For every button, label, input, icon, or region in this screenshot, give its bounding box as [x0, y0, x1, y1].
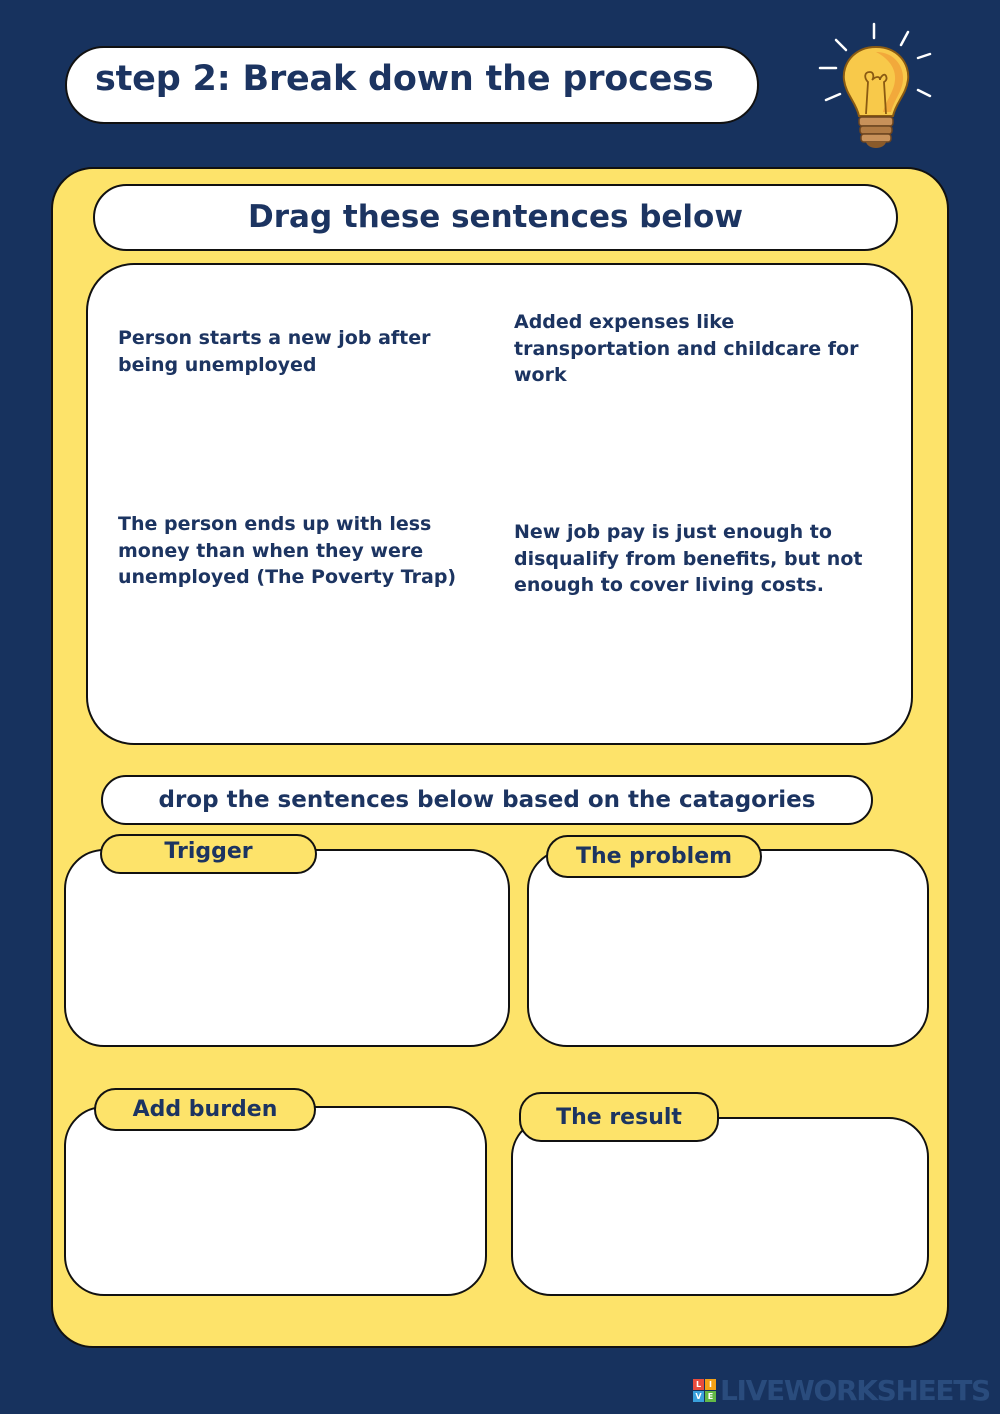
draggable-sentence[interactable]: The person ends up with less money than when they were unemployed (The Poverty Trap) [118, 513, 457, 588]
draggable-sentence[interactable]: Person starts a new job after being unemployed [118, 327, 431, 376]
lightbulb-icon [814, 20, 939, 155]
drop-zone-trigger[interactable] [64, 849, 510, 1047]
drop-zone-problem[interactable] [527, 849, 929, 1047]
category-label-result: The result [519, 1092, 719, 1142]
category-label-problem: The problem [546, 835, 762, 878]
footer-brand-text: LIVEWORKSHEETS [720, 1373, 990, 1407]
page-title-pill [65, 46, 759, 124]
footer-brand [693, 1373, 990, 1407]
category-label-trigger: Trigger [100, 834, 317, 874]
page-title: step 2: Break down the process [95, 59, 714, 99]
drop-heading: drop the sentences below based on the catagories [101, 775, 873, 825]
drop-zone-result[interactable] [511, 1117, 929, 1296]
drop-zone-add-burden[interactable] [64, 1106, 487, 1296]
category-label-add-burden: Add burden [94, 1088, 316, 1131]
draggable-sentence[interactable]: Added expenses like transportation and childcare for work [514, 311, 859, 386]
drag-heading: Drag these sentences below [93, 184, 898, 251]
liveworksheets-logo-icon: L I V E [693, 1379, 716, 1402]
draggable-sentence[interactable]: New job pay is just enough to disqualify from benefits, but not enough to cover living costs. [514, 521, 863, 596]
